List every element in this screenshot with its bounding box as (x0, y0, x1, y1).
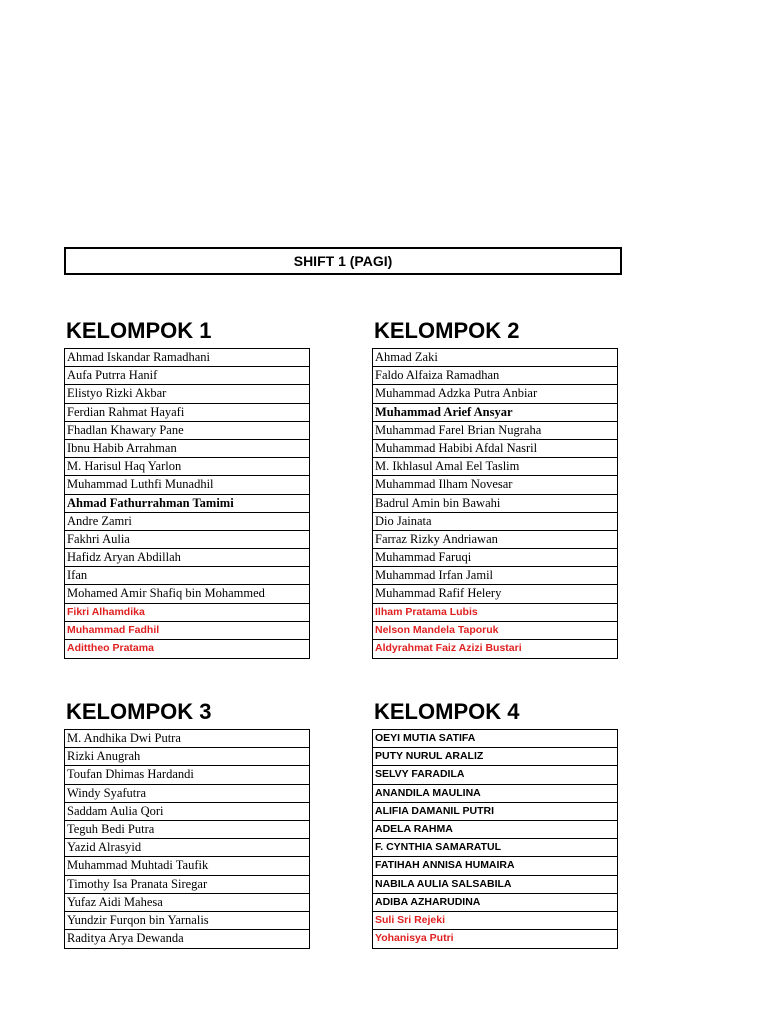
member-row: Elistyo Rizki Akbar (65, 385, 309, 403)
member-row: OEYI MUTIA SATIFA (373, 730, 617, 748)
member-row: NABILA AULIA SALSABILA (373, 876, 617, 894)
member-row: Suli Sri Rejeki (373, 912, 617, 930)
group-kelompok-1 (64, 316, 310, 659)
member-row: ADELA RAHMA (373, 821, 617, 839)
group-title: KELOMPOK 4 (374, 699, 520, 724)
member-row: Muhammad Luthfi Munadhil (65, 476, 309, 494)
member-row: Raditya Arya Dewanda (67, 931, 184, 946)
member-row: Muhammad Habibi Afdal Nasril (373, 440, 617, 458)
member-row: Muhammad Fadhil (65, 622, 309, 640)
member-row: Rizki Anugrah (65, 748, 309, 766)
member-row: Yazid Alrasyid (65, 839, 309, 857)
member-row: Fakhri Aulia (65, 531, 309, 549)
member-row: Muhammad Farel Brian Nugraha (373, 422, 617, 440)
member-row: Aufa Putrra Hanif (65, 367, 309, 385)
member-row: Teguh Bedi Putra (65, 821, 309, 839)
member-row: Aldyrahmat Faiz Azizi Bustari (375, 642, 522, 654)
member-row: Muhammad Arief Ansyar (373, 404, 617, 422)
member-row: Faldo Alfaiza Ramadhan (373, 367, 617, 385)
member-row: Muhammad Irfan Jamil (373, 567, 617, 585)
member-row: ALIFIA DAMANIL PUTRI (373, 803, 617, 821)
group-kelompok-4 (372, 697, 618, 949)
member-row: M. Ikhlasul Amal Eel Taslim (373, 458, 617, 476)
shift-title: SHIFT 1 (PAGI) (64, 247, 622, 275)
group-kelompok-3 (64, 697, 310, 949)
group-kelompok-2 (372, 316, 618, 659)
member-row: Muhammad Rafif Helery (373, 585, 617, 603)
member-row: ADIBA AZHARUDINA (373, 894, 617, 912)
member-row: ANANDILA MAULINA (373, 785, 617, 803)
member-row: Andre Zamri (65, 513, 309, 531)
member-row: Saddam Aulia Qori (65, 803, 309, 821)
member-list (372, 729, 618, 949)
member-list (372, 348, 618, 659)
member-row: Ahmad Zaki (373, 349, 617, 367)
member-row: Muhammad Faruqi (373, 549, 617, 567)
member-row: M. Andhika Dwi Putra (65, 730, 309, 748)
member-row: Ahmad Fathurrahman Tamimi (65, 495, 309, 513)
member-row: Farraz Rizky Andriawan (373, 531, 617, 549)
member-row: Dio Jainata (373, 513, 617, 531)
member-row: Yundzir Furqon bin Yarnalis (65, 912, 309, 930)
member-row: Windy Syafutra (65, 785, 309, 803)
member-row: Ahmad Iskandar Ramadhani (65, 349, 309, 367)
member-row: Muhammad Muhtadi Taufik (65, 857, 309, 875)
member-list (64, 348, 310, 659)
member-row: Timothy Isa Pranata Siregar (65, 876, 309, 894)
member-row: Toufan Dhimas Hardandi (65, 766, 309, 784)
member-row: Muhammad Ilham Novesar (373, 476, 617, 494)
member-row: SELVY FARADILA (373, 766, 617, 784)
member-row: Ferdian Rahmat Hayafi (65, 404, 309, 422)
member-row: PUTY NURUL ARALIZ (373, 748, 617, 766)
member-row: Mohamed Amir Shafiq bin Mohammed (65, 585, 309, 603)
group-title: KELOMPOK 1 (66, 318, 212, 343)
member-row: Hafidz Aryan Abdillah (65, 549, 309, 567)
member-row: FATIHAH ANNISA HUMAIRA (373, 857, 617, 875)
member-row: Ilham Pratama Lubis (373, 604, 617, 622)
member-row: Muhammad Adzka Putra Anbiar (373, 385, 617, 403)
member-row: Fhadlan Khawary Pane (65, 422, 309, 440)
member-row: Badrul Amin bin Bawahi (373, 495, 617, 513)
member-row: Ifan (65, 567, 309, 585)
member-row: Yufaz Aidi Mahesa (65, 894, 309, 912)
member-row: Adittheo Pratama (67, 642, 154, 654)
group-title: KELOMPOK 3 (66, 699, 212, 724)
member-row: Yohanisya Putri (375, 932, 454, 945)
member-row: Fikri Alhamdika (65, 604, 309, 622)
group-title: KELOMPOK 2 (374, 318, 520, 343)
member-row: F. CYNTHIA SAMARATUL (373, 839, 617, 857)
member-list (64, 729, 310, 949)
member-row: M. Harisul Haq Yarlon (65, 458, 309, 476)
member-row: Ibnu Habib Arrahman (65, 440, 309, 458)
member-row: Nelson Mandela Taporuk (373, 622, 617, 640)
